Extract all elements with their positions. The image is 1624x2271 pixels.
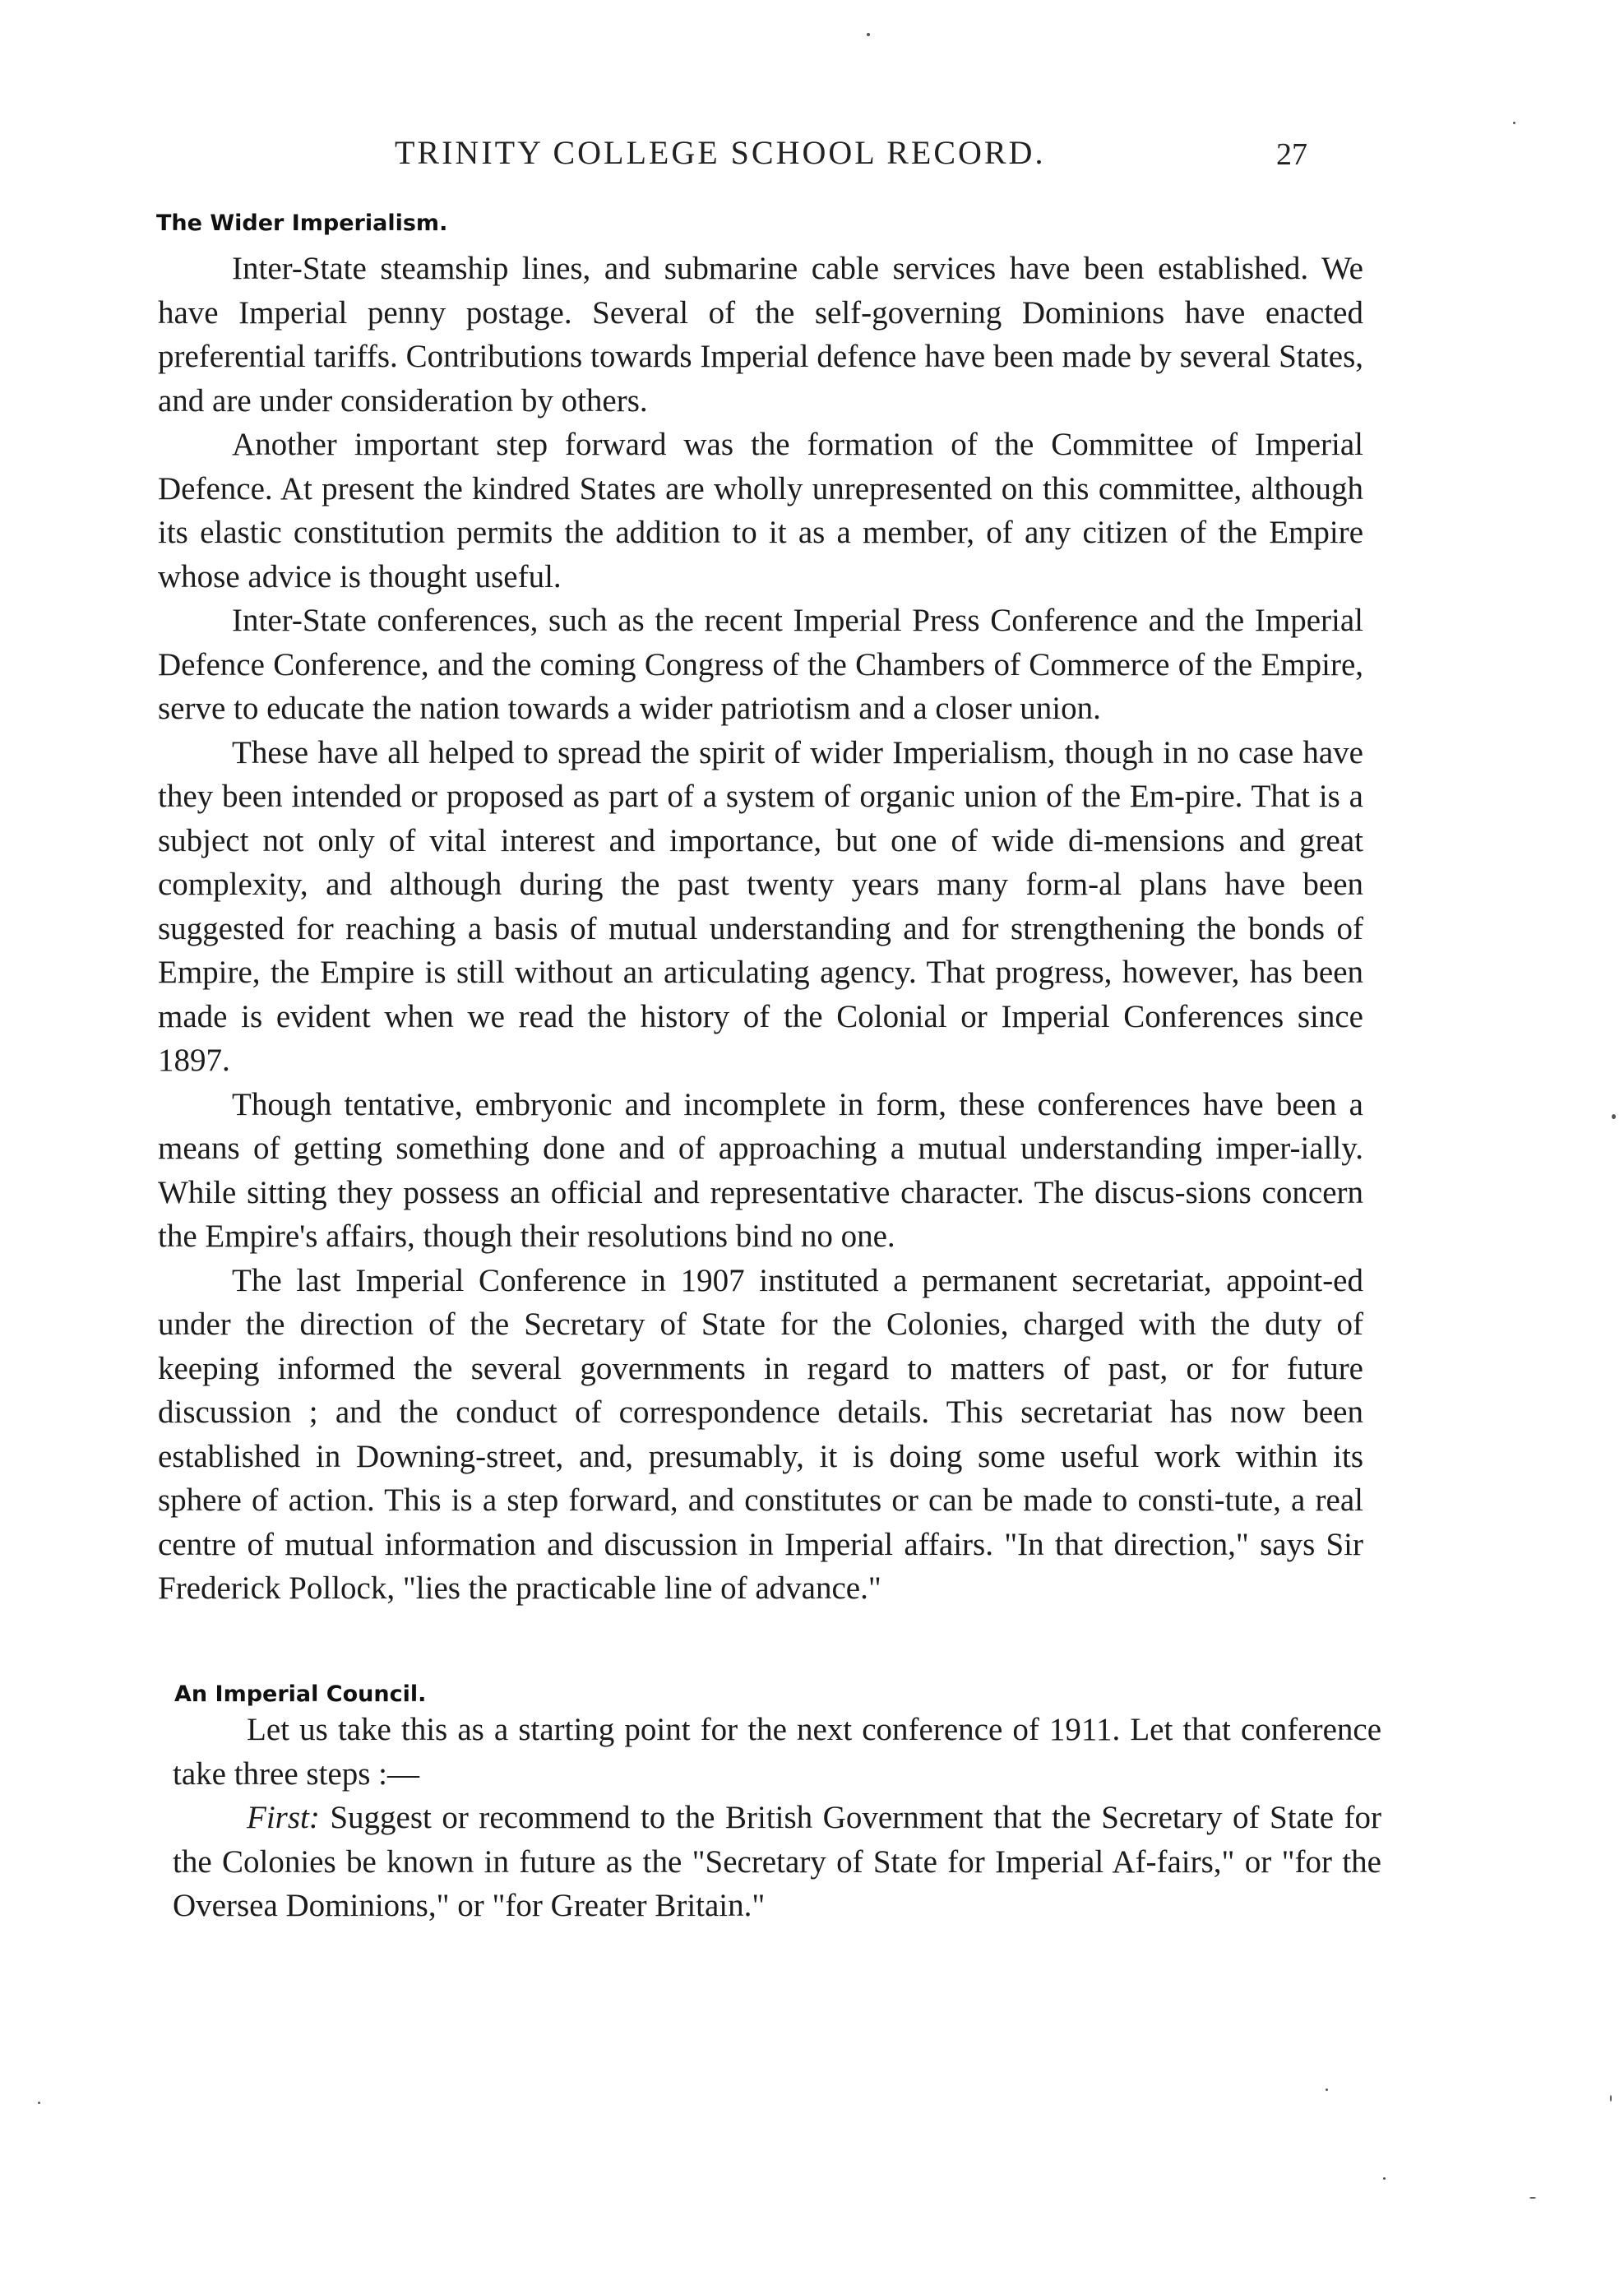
scan-speck bbox=[867, 33, 870, 36]
paragraph-intro: Let us take this as a starting point for the next conference of 1911. Let that conference take three steps :— bbox=[173, 1712, 1381, 1792]
paragraph: Though tentative, embryonic and incomplete in form, these conferences have been a means of getting something done and of approaching a mutual understanding imper-ially. While sitting they possess an official and representative character. The discus-sions concern the Empire's affairs, though their resolutions bind no one. bbox=[158, 1086, 1363, 1254]
scan-speck bbox=[1513, 122, 1515, 124]
scan-speck bbox=[38, 2102, 40, 2104]
scan-speck bbox=[1612, 1114, 1616, 1119]
first-step-text: Suggest or recommend to the British Government that the Secretary of State for the Colonies be known in future as the "Secretary of State for Imperial Af-fairs," or "for the Oversea Dominions," or "for Greater Britain." bbox=[173, 1800, 1381, 1923]
paragraph: The last Imperial Conference in 1907 instituted a permanent secretariat, appoint-ed under the direction of the Secretary of State for the Colonies, charged with the duty of keeping informed the several governments in regard to matters of past, or for future discussion ; and the conduct of correspondence details. This secretariat has now been established in Downing-street, and, presumably, it is doing some useful work within its sphere of action. This is a step forward, and constitutes or can be made to consti-tute, a real centre of mutual information and discussion in Imperial affairs. "In that direction," says Sir Frederick Pollock, "lies the practicable line of advance." bbox=[158, 1262, 1363, 1606]
scan-speck bbox=[1529, 2197, 1536, 2199]
running-title: TRINITY COLLEGE SCHOOL RECORD. bbox=[395, 134, 1046, 171]
body-text-block-1 bbox=[158, 247, 1363, 1611]
paragraph: These have all helped to spread the spirit of wider Imperialism, though in no case have they been intended or proposed as part of a system of organic union of the Em-pire. That is a subject not only of vital interest and importance, but one of wide di-mensions and great complexity, and although during the past twenty years many form-al plans have been suggested for reaching a basis of mutual understanding and for strengthening the bonds of Empire, the Empire is still without an articulating agency. That progress, however, has been made is evident when we read the history of the Colonial or Imperial Conferences since 1897. bbox=[158, 734, 1363, 1078]
paragraph: Inter-State steamship lines, and submarine cable services have been established. We have Imperial penny postage. Several of the self-governing Dominions have enacted preferential tariffs. Contributions towards Imperial defence have been made by several States, and are under consideration by others. bbox=[158, 251, 1363, 419]
scan-speck bbox=[1610, 2095, 1612, 2102]
paragraph: Inter-State conferences, such as the recent Imperial Press Conference and the Imperial Defence Conference, and the coming Congress of the Chambers of Commerce of the Empire, serve to educate the nation towards a wider patriotism and a closer union. bbox=[158, 603, 1363, 726]
section-heading-imperial-council: An Imperial Council. bbox=[174, 1681, 427, 1707]
scan-speck bbox=[1326, 2088, 1328, 2091]
scan-speck bbox=[1383, 2177, 1386, 2180]
paragraph-first-step bbox=[173, 1796, 1381, 1928]
first-step-label: First: bbox=[247, 1800, 320, 1835]
paragraph: Another important step forward was the formation of the Committee of Imperial Defence. At present the kindred States are wholly unrepresented on this committee, although its elastic constitution permits the addition to it as a member, of any citizen of the Empire whose advice is thought useful. bbox=[158, 427, 1363, 594]
body-text-block-2 bbox=[173, 1708, 1381, 1928]
page-number: 27 bbox=[1276, 137, 1307, 172]
section-heading-wider-imperialism: The Wider Imperialism. bbox=[156, 210, 448, 236]
